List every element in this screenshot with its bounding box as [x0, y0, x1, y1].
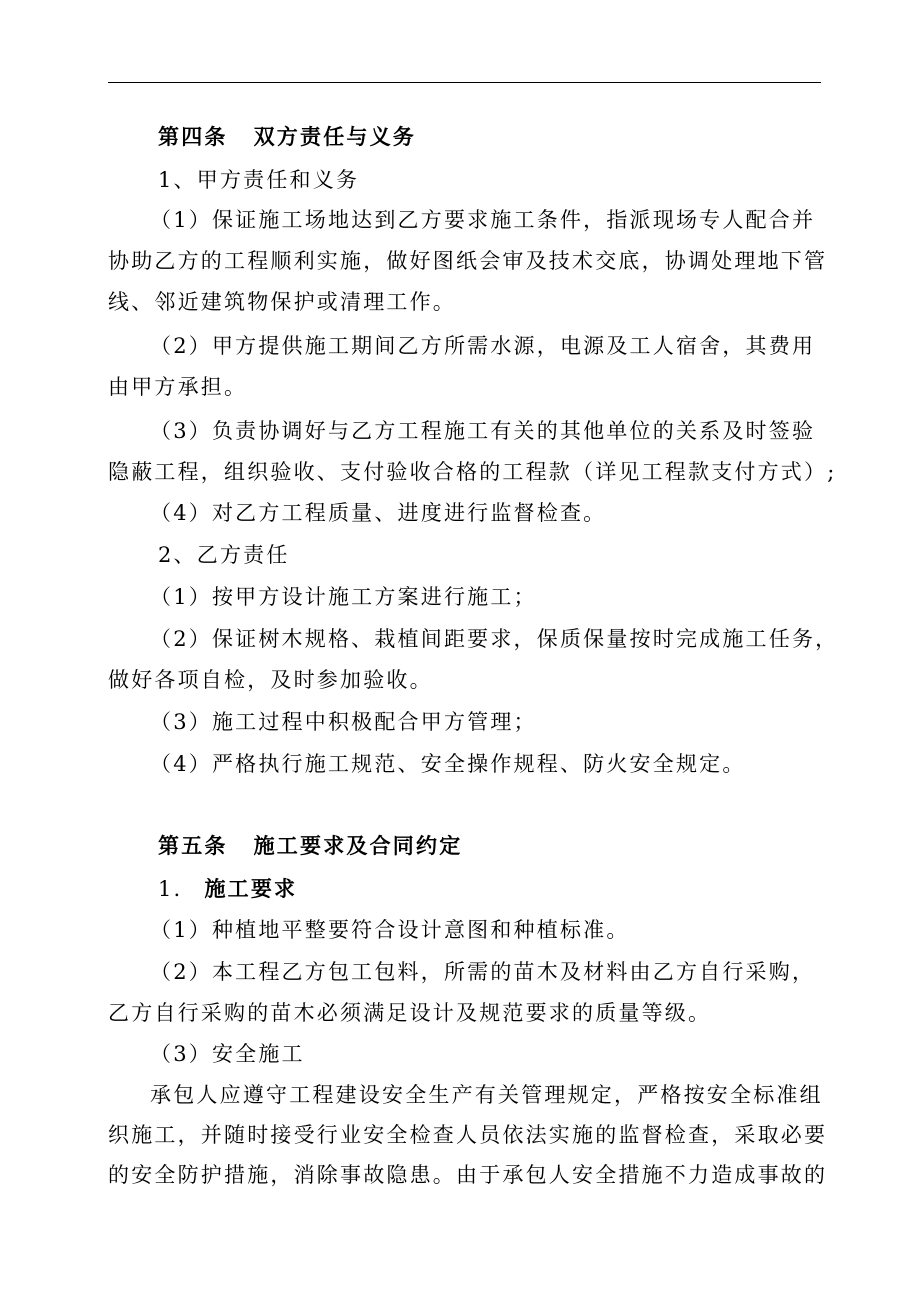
- article5-section1-title: 施工要求: [204, 876, 298, 901]
- article5-r2-line1: （2）本工程乙方包工包料，所需的苗木及材料由乙方自行采购，: [150, 960, 816, 984]
- article5-title: 施工要求及合同约定: [253, 833, 463, 858]
- article5-r4-line3: 的安全防护措施，消除事故隐患。由于承包人安全措施不力造成事故的: [108, 1163, 828, 1187]
- article4-q2-line2: 做好各项自检，及时参加验收。: [108, 668, 433, 692]
- article4-heading: [158, 122, 416, 152]
- article4-p1-line3: 线、邻近建筑物保护或清理工作。: [108, 290, 456, 314]
- article4-p3-line1: （3）负责协调好与乙方工程施工有关的其他单位的关系及时签验: [150, 419, 816, 443]
- article5-section1-heading: [158, 874, 297, 904]
- article4-number: 第四条: [158, 124, 228, 149]
- article5-r4-line2: 织施工，并随时接受行业安全检查人员依法实施的监督检查，采取必要: [108, 1123, 828, 1147]
- article4-section2-title: 2、乙方责任: [158, 543, 290, 567]
- article4-p4-line1: （4）对乙方工程质量、进度进行监督检查。: [150, 501, 607, 525]
- header-rule: [108, 82, 821, 83]
- article4-section1-title: 1、甲方责任和义务: [158, 168, 360, 192]
- article5-r3-line1: （3）安全施工: [150, 1042, 305, 1066]
- article4-title: 双方责任与义务: [253, 124, 417, 149]
- article5-number: 第五条: [158, 833, 228, 858]
- article4-q2-line1: （2）保证树木规格、栽植间距要求，保质保量按时完成施工任务，: [150, 627, 839, 651]
- article4-q4-line1: （4）严格执行施工规范、安全操作规程、防火安全规定。: [150, 752, 746, 776]
- article4-p2-line1: （2）甲方提供施工期间乙方所需水源，电源及工人宿舍，其费用: [150, 334, 816, 358]
- article5-r4-line1: 承包人应遵守工程建设安全生产有关管理规定，严格按安全标准组: [150, 1083, 823, 1107]
- article5-section1-number: 1.: [158, 877, 183, 901]
- article4-p1-line1: （1）保证施工场地达到乙方要求施工条件，指派现场专人配合并: [150, 208, 816, 232]
- article5-heading: [158, 831, 462, 861]
- article5-r1-line1: （1）种植地平整要符合设计意图和种植标准。: [150, 918, 630, 942]
- article4-q1-line1: （1）按甲方设计施工方案进行施工；: [150, 585, 537, 609]
- article4-q3-line1: （3）施工过程中积极配合甲方管理；: [150, 710, 537, 734]
- article4-p3-line2: 隐蔽工程，组织验收、支付验收合格的工程款（详见工程款支付方式）;: [108, 460, 837, 484]
- article4-p1-line2: 协助乙方的工程顺利实施，做好图纸会审及技术交底，协调处理地下管: [108, 249, 828, 273]
- article5-r2-line2: 乙方自行采购的苗木必须满足设计及规范要求的质量等级。: [108, 1001, 712, 1025]
- article4-p2-line2: 由甲方承担。: [108, 375, 248, 399]
